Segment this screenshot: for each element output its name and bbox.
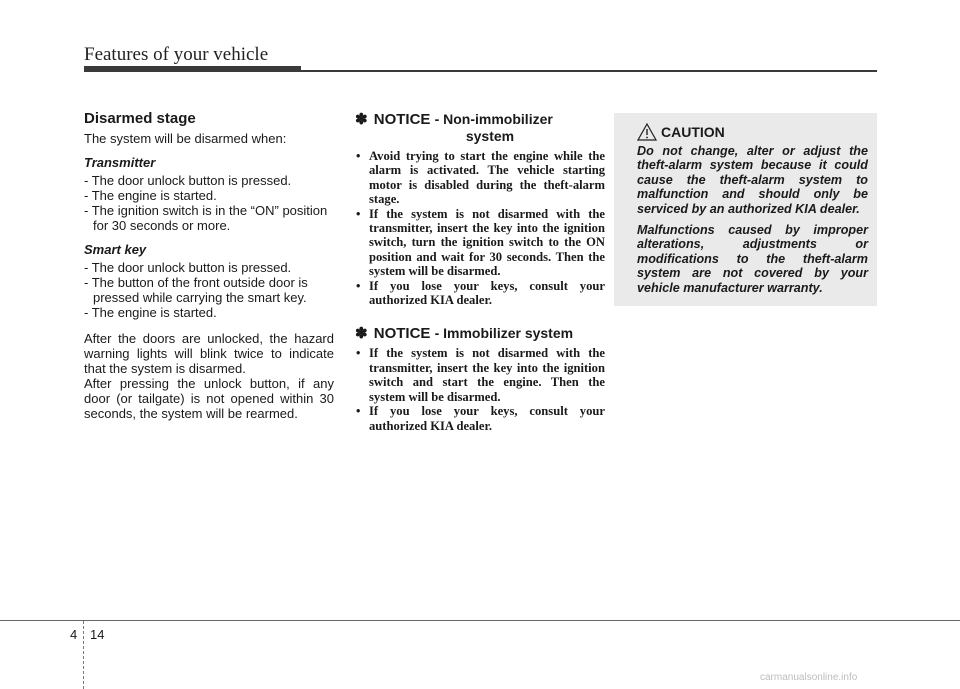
disarmed-stage-section xyxy=(84,111,334,421)
notice-column xyxy=(355,111,605,433)
disarmed-stage-heading: Disarmed stage xyxy=(84,110,196,127)
caution-box xyxy=(614,113,877,306)
footer-rule xyxy=(0,620,960,621)
footer-divider xyxy=(83,621,85,689)
notice-heading xyxy=(355,111,605,145)
notice-list xyxy=(355,149,605,307)
page-number: 14 xyxy=(90,627,105,642)
rearm-paragraph: After pressing the unlock button, if any door (or tailgate) is not opened within 30 seconds, the system will be rearmed. xyxy=(84,376,334,421)
page-header-title: Features of your vehicle xyxy=(84,44,269,65)
notice-topic: - Non-immobilizer xyxy=(434,111,553,127)
list-item: - The engine is started. xyxy=(84,305,217,320)
list-item: - The button of the front outside door is pressed while carrying the smart key. xyxy=(84,275,308,305)
list-item: • Avoid trying to start the engine while the alarm is activated. The vehicle starting motor is disabled during the theft-alarm stage. xyxy=(355,149,605,207)
notice-label: NOTICE xyxy=(373,325,431,343)
notice-topic-line2: system xyxy=(465,128,515,144)
notice-label: NOTICE xyxy=(373,111,431,128)
caution-paragraph: Malfunctions caused by improper alterations, adjustments or modifications to the theft-alarm system are not covered by your vehicle manufacturer warranty. xyxy=(637,223,868,295)
star-icon: ✽ xyxy=(355,111,368,128)
caution-heading xyxy=(637,122,868,142)
list-item: - The door unlock button is pressed. xyxy=(84,260,292,275)
notice-heading xyxy=(355,325,605,342)
list-item: - The ignition switch is in the “ON” position for 30 seconds or more. xyxy=(84,203,328,233)
smart-key-label: Smart key xyxy=(84,242,147,257)
list-item: • If you lose your keys, consult your authorized KIA dealer. xyxy=(355,404,605,433)
list-item: • If you lose your keys, consult your authorized KIA dealer. xyxy=(355,279,605,308)
list-item: • If the system is not disarmed with the transmitter, insert the key into the ignition switch, turn the ignition switch to the ON position and wait for 30 seconds. Then the system will be disarmed. xyxy=(355,207,605,279)
chapter-number: 4 xyxy=(70,627,78,642)
list-item: - The door unlock button is pressed. xyxy=(84,173,292,188)
hazard-paragraph: After the doors are unlocked, the hazard warning lights will blink twice to indicate that the system is disarmed. xyxy=(84,331,334,376)
notice-topic: - Immobilizer system xyxy=(434,325,574,342)
caution-paragraph: Do not change, alter or adjust the theft-alarm system because it could cause the theft-alarm system to malfunction and should only be serviced by an authorized KIA dealer. xyxy=(637,144,868,216)
transmitter-label: Transmitter xyxy=(84,155,156,170)
star-icon: ✽ xyxy=(355,325,368,343)
list-item: • If the system is not disarmed with the transmitter, insert the key into the ignition switch and start the engine. Then the system will be disarmed. xyxy=(355,346,605,404)
warning-triangle-icon xyxy=(637,123,657,141)
disarmed-intro: The system will be disarmed when: xyxy=(84,131,287,146)
list-item: - The engine is started. xyxy=(84,188,217,203)
caution-title: CAUTION xyxy=(661,124,725,140)
watermark: carmanualsonline.info xyxy=(760,672,858,683)
smart-key-list xyxy=(84,260,334,320)
notice-non-immobilizer xyxy=(355,111,605,307)
header-rule xyxy=(84,70,877,72)
notice-immobilizer xyxy=(355,325,605,432)
notice-list xyxy=(355,346,605,432)
transmitter-list xyxy=(84,173,334,233)
